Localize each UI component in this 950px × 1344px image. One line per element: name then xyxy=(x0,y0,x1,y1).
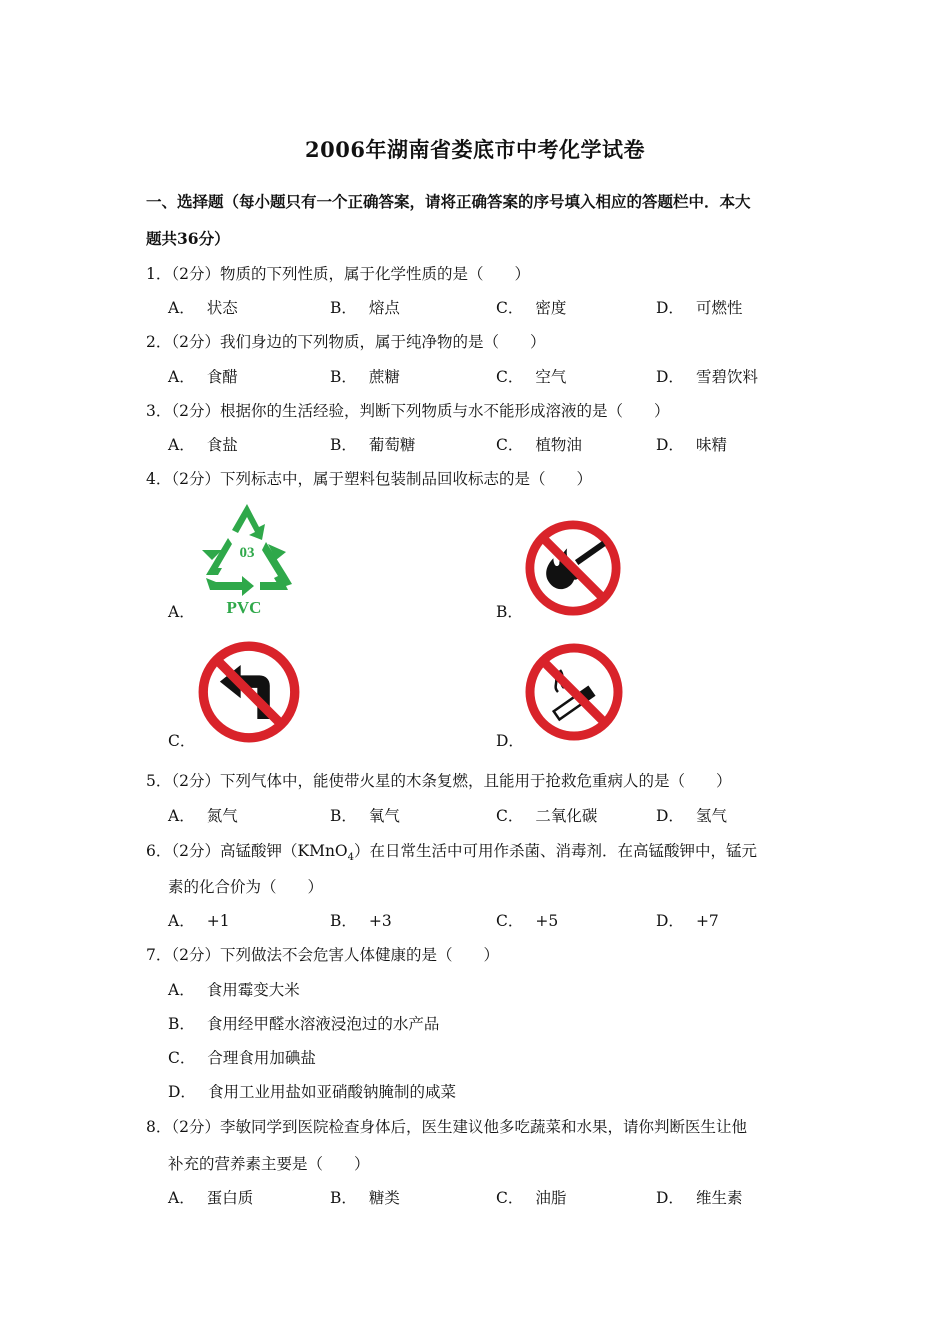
q2-option-b[interactable]: B． 蔗糖 xyxy=(330,368,400,386)
q6-option-b[interactable]: B． +3 xyxy=(330,912,392,930)
q1-option-c[interactable]: C． 密度 xyxy=(496,299,567,317)
q1-option-a[interactable]: A． 状态 xyxy=(168,299,238,317)
q2-option-c[interactable]: C． 空气 xyxy=(496,368,567,386)
recycle-label: PVC xyxy=(226,598,262,617)
q6-option-a[interactable]: A． +1 xyxy=(168,912,230,930)
recycle-code: 03 xyxy=(239,545,255,561)
q5-option-a[interactable]: A． 氮气 xyxy=(168,807,238,825)
question-6: 6．（2分）高锰酸钾（KMnO$_4$）在日常生活中可用作杀菌、消毒剂．在高锰酸钾中，锰元 xyxy=(146,842,758,864)
question-1: 1．（2分）物质的下列性质，属于化学性质的是（ ） xyxy=(146,265,530,283)
q8-option-a[interactable]: A． 蛋白质 xyxy=(168,1189,254,1207)
q6-option-d[interactable]: D． +7 xyxy=(656,912,719,930)
recycle-pvc-icon[interactable] xyxy=(192,500,302,618)
q7-option-a[interactable]: A． 食用霉变大米 xyxy=(168,981,300,999)
q8-option-c[interactable]: C． 油脂 xyxy=(496,1189,567,1207)
q5-option-c[interactable]: C． 二氧化碳 xyxy=(496,807,598,825)
no-left-turn-icon[interactable] xyxy=(197,640,301,744)
q8-option-d[interactable]: D． 维生素 xyxy=(656,1189,743,1207)
question-6-cont: 素的化合价为（ ） xyxy=(168,878,324,896)
question-7: 7．（2分）下列做法不会危害人体健康的是（ ） xyxy=(146,946,499,964)
q1-option-b[interactable]: B． 熔点 xyxy=(330,299,400,317)
question-8: 8．（2分）李敏同学到医院检查身体后，医生建议他多吃蔬菜和水果，请你判断医生让他 xyxy=(146,1118,747,1136)
page-title: 2006年湖南省娄底市中考化学试卷 xyxy=(305,137,645,162)
q3-option-a[interactable]: A． 食盐 xyxy=(168,436,238,454)
section-heading: 一、选择题（每小题只有一个正确答案，请将正确答案的序号填入相应的答题栏中．本大 xyxy=(146,192,751,211)
no-fire-icon[interactable] xyxy=(524,519,622,617)
question-5: 5．（2分）下列气体中，能使带火星的木条复燃，且能用于抢救危重病人的是（ ） xyxy=(146,772,732,790)
q7-option-b[interactable]: B． 食用经甲醛水溶液浸泡过的水产品 xyxy=(168,1015,440,1033)
q7-option-c[interactable]: C． 合理食用加碘盐 xyxy=(168,1049,316,1067)
q4-option-a-label[interactable]: A． xyxy=(168,603,195,621)
q3-option-b[interactable]: B． 葡萄糖 xyxy=(330,436,416,454)
q2-option-d[interactable]: D． 雪碧饮料 xyxy=(656,368,758,386)
q4-option-c-label[interactable]: C． xyxy=(168,732,196,750)
no-smoking-icon[interactable] xyxy=(524,642,624,742)
q3-option-d[interactable]: D． 味精 xyxy=(656,436,727,454)
question-8-cont: 补充的营养素主要是（ ） xyxy=(168,1155,370,1173)
section-heading-cont: 题共36分） xyxy=(146,229,230,248)
q1-option-d[interactable]: D． 可燃性 xyxy=(656,299,743,317)
q4-option-b-label[interactable]: B． xyxy=(496,603,523,621)
q2-option-a[interactable]: A． 食醋 xyxy=(168,368,238,386)
q7-option-d[interactable]: D． 食用工业用盐如亚硝酸钠腌制的咸菜 xyxy=(168,1083,456,1101)
question-3: 3．（2分）根据你的生活经验，判断下列物质与水不能形成溶液的是（ ） xyxy=(146,402,670,420)
q6-option-c[interactable]: C． +5 xyxy=(496,912,559,930)
q4-option-d-label[interactable]: D． xyxy=(496,732,524,750)
question-4: 4．（2分）下列标志中，属于塑料包装制品回收标志的是（ ） xyxy=(146,470,592,488)
q3-option-c[interactable]: C． 植物油 xyxy=(496,436,582,454)
q5-option-d[interactable]: D． 氢气 xyxy=(656,807,727,825)
question-2: 2．（2分）我们身边的下列物质，属于纯净物的是（ ） xyxy=(146,333,546,351)
q5-option-b[interactable]: B． 氧气 xyxy=(330,807,400,825)
q8-option-b[interactable]: B． 糖类 xyxy=(330,1189,400,1207)
